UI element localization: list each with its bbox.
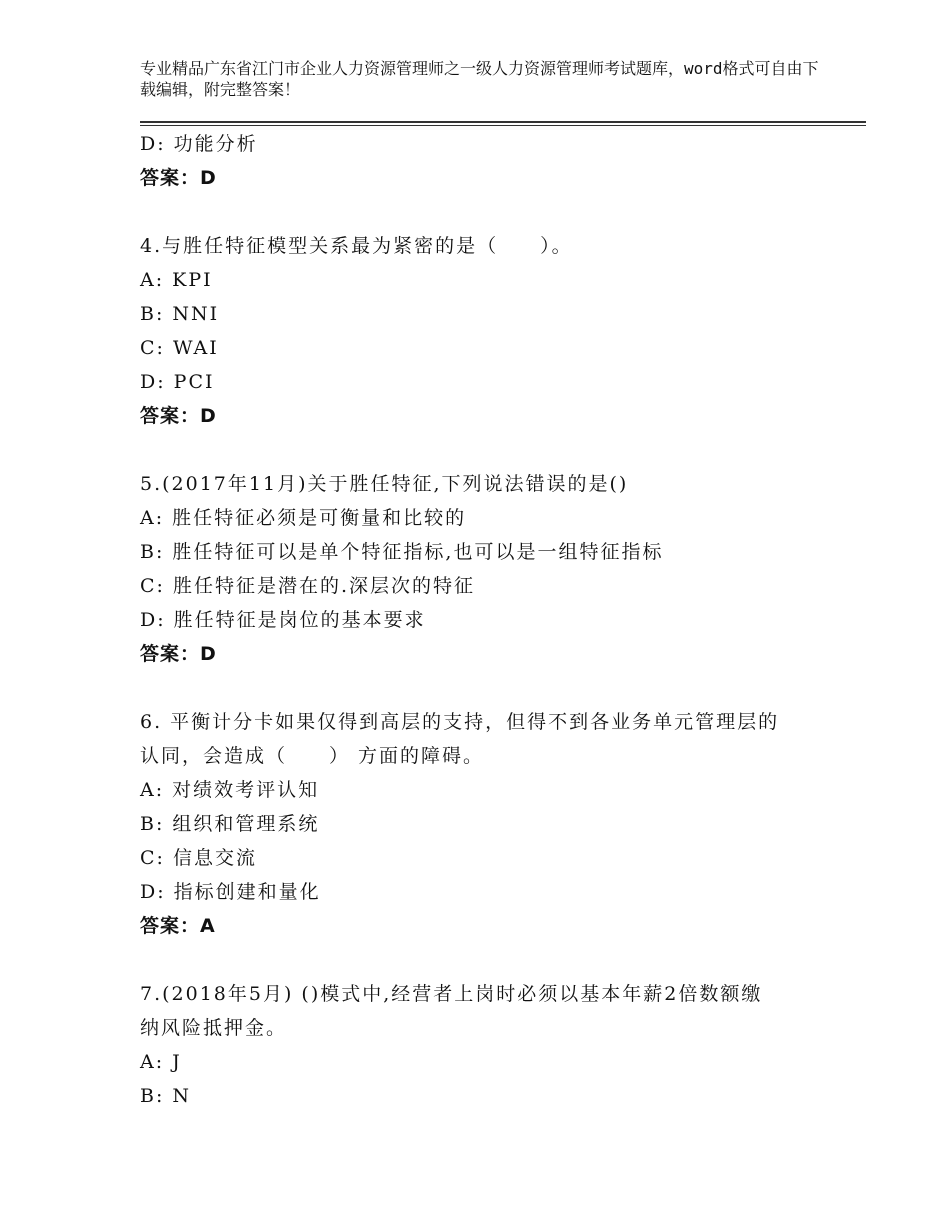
question-stem: 5.(2017年11月)关于胜任特征,下列说法错误的是() bbox=[140, 473, 629, 495]
option-c: C: 信息交流 bbox=[140, 847, 257, 869]
option-a: A: 胜任特征必须是可衡量和比较的 bbox=[140, 507, 467, 529]
option-d: D: PCI bbox=[140, 371, 215, 393]
answer: 答案：D bbox=[140, 643, 217, 665]
option-a: A: J bbox=[140, 1051, 182, 1073]
question-5 bbox=[140, 467, 840, 671]
spacer bbox=[140, 943, 840, 977]
question-6 bbox=[140, 705, 840, 943]
option-d: D: 指标创建和量化 bbox=[140, 881, 321, 903]
answer: 答案：D bbox=[140, 167, 217, 189]
option-d: D: 胜任特征是岗位的基本要求 bbox=[140, 609, 426, 631]
question-list bbox=[140, 127, 840, 1113]
header-divider-thick bbox=[140, 121, 866, 123]
option-b: B: N bbox=[140, 1085, 192, 1107]
spacer bbox=[140, 433, 840, 467]
header-divider-thin bbox=[140, 125, 866, 126]
option-b: B: 组织和管理系统 bbox=[140, 813, 320, 835]
answer: 答案：D bbox=[140, 405, 217, 427]
document-header: 专业精品广东省江门市企业人力资源管理师之一级人力资源管理师考试题库，word格式可自由下载编辑，附完整答案！ bbox=[140, 59, 819, 99]
option-a: A: 对绩效考评认知 bbox=[140, 779, 320, 801]
question-stem: 4.与胜任特征模型关系最为紧密的是（ ）。 bbox=[140, 235, 573, 257]
question-3 bbox=[140, 127, 840, 195]
question-stem-line-2: 认同，会造成（ ） 方面的障碍。 bbox=[140, 745, 485, 767]
question-4 bbox=[140, 229, 840, 433]
option-d: D: 功能分析 bbox=[140, 133, 258, 155]
question-stem-line-1: 7.(2018年5月) ()模式中,经营者上岗时必须以基本年薪2倍数额缴 bbox=[140, 983, 763, 1005]
question-7 bbox=[140, 977, 840, 1113]
question-stem-line-2: 纳风险抵押金。 bbox=[140, 1017, 288, 1039]
question-stem-line-1: 6. 平衡计分卡如果仅得到高层的支持，但得不到各业务单元管理层的 bbox=[140, 711, 780, 733]
option-c: C: 胜任特征是潜在的.深层次的特征 bbox=[140, 575, 476, 597]
option-a: A: KPI bbox=[140, 269, 213, 291]
spacer bbox=[140, 195, 840, 229]
option-b: B: 胜任特征可以是单个特征指标,也可以是一组特征指标 bbox=[140, 541, 664, 563]
answer: 答案：A bbox=[140, 915, 216, 937]
option-c: C: WAI bbox=[140, 337, 219, 359]
spacer bbox=[140, 671, 840, 705]
option-b: B: NNI bbox=[140, 303, 220, 325]
